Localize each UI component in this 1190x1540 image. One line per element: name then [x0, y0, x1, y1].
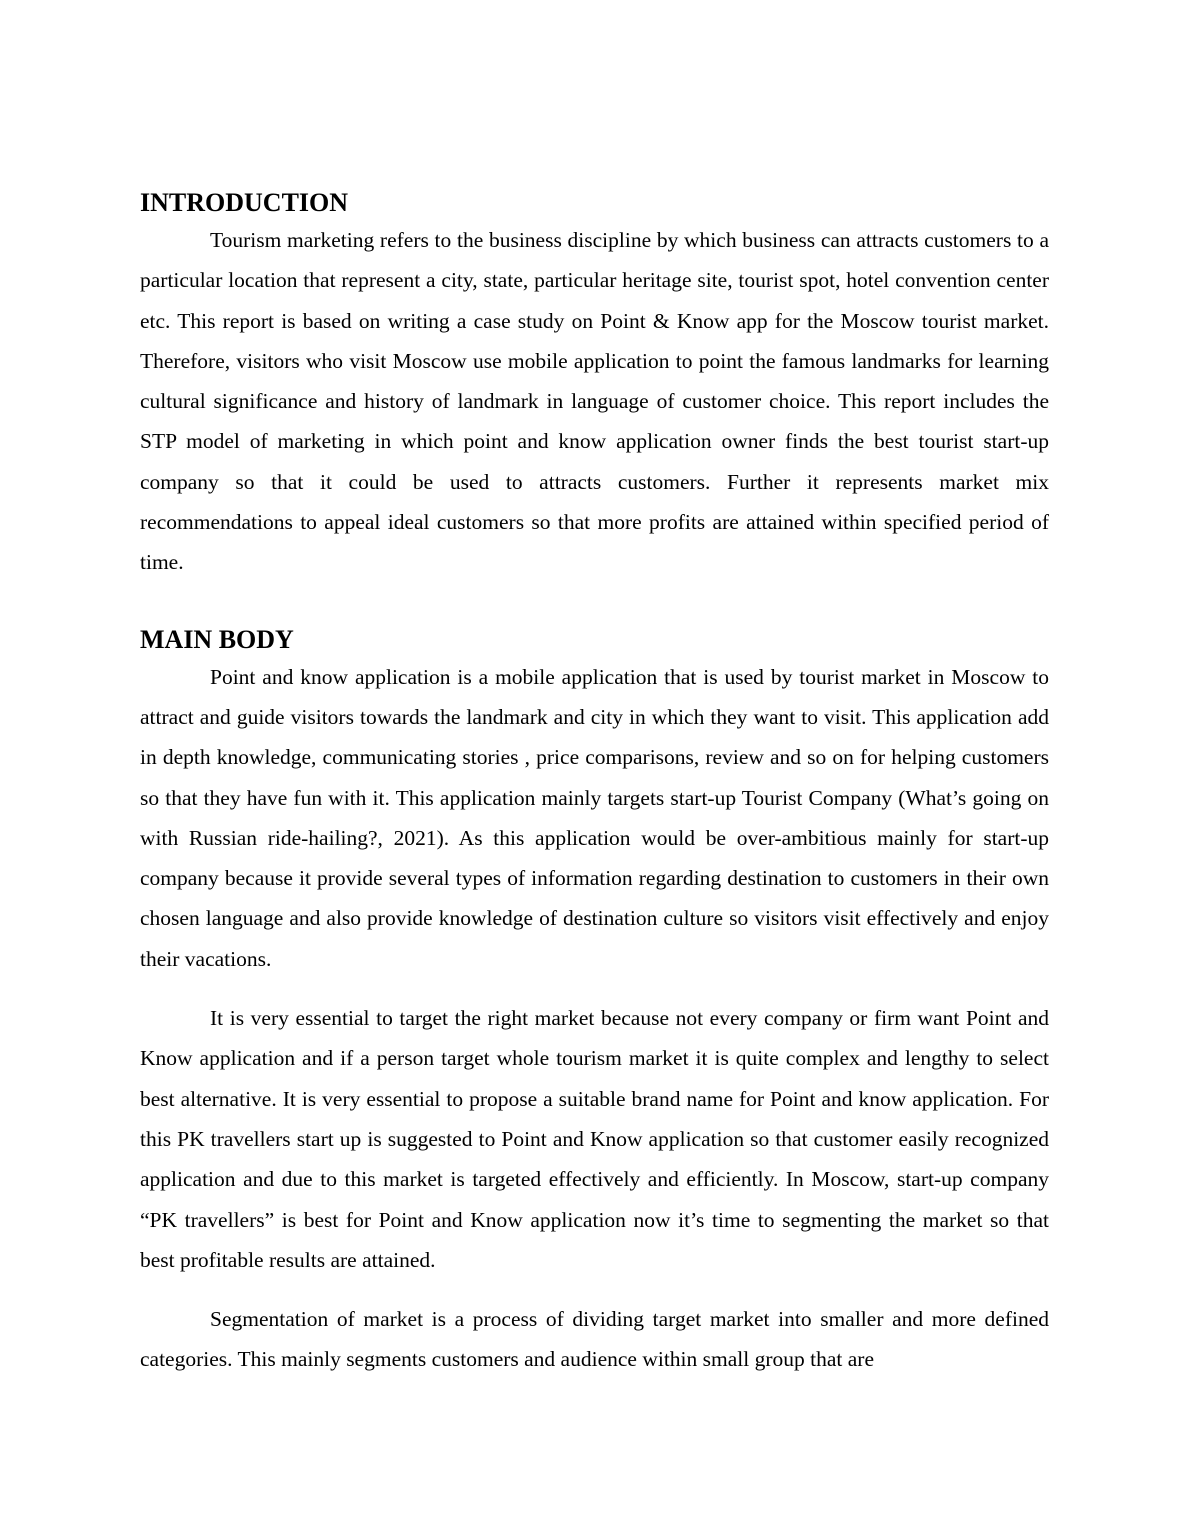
- introduction-paragraph: Tourism marketing refers to the business discipline by which business can attracts customers to a particular location that represent a city, state, particular heritage site, tourist spot, hotel convention center etc. This report is based on writing a case study on Point & Know app for the Moscow tourist market. Therefore, visitors who visit Moscow use mobile application to point the famous landmarks for learning cultural significance and history of landmark in language of customer choice. This report includes the STP model of marketing in which point and know application owner finds the best tourist start-up company so that it could be used to attracts customers. Further it represents market mix recommendations to appeal ideal customers so that more profits are attained within specified period of time.: [140, 228, 1049, 575]
- main-body-paragraph-1: Point and know application is a mobile application that is used by tourist market in Moscow to attract and guide visitors towards the landmark and city in which they want to visit. This application add in depth knowledge, communicating stories , price comparisons, review and so on for helping customers so that they have fun with it. This application mainly targets start-up Tourist Company (What’s going on with Russian ride-hailing?, 2021). As this application would be over-ambitious mainly for start-up company because it provide several types of information regarding destination to customers in their own chosen language and also provide knowledge of destination culture so visitors visit effectively and enjoy their vacations.: [140, 664, 1049, 971]
- main-body-section: [140, 623, 1049, 1380]
- document-page: [140, 186, 1049, 1380]
- introduction-heading: INTRODUCTION: [140, 188, 349, 217]
- main-body-heading: MAIN BODY: [140, 624, 294, 654]
- introduction-section: [140, 186, 1049, 583]
- main-body-paragraph-3: Segmentation of market is a process of dividing target market into smaller and more defined categories. This mainly segments customers and audience within small group that are: [140, 1307, 1049, 1372]
- main-body-paragraph-2: It is very essential to target the right market because not every company or firm want Point and Know application and if a person target whole tourism market it is quite complex and lengthy to select best alternative. It is very essential to propose a suitable brand name for Point and know application. For this PK travellers start up is suggested to Point and Know application so that customer easily recognized application and due to this market is targeted effectively and efficiently. In Moscow, start-up company “PK travellers” is best for Point and Know application now it’s time to segmenting the market so that best profitable results are attained.: [140, 1006, 1049, 1272]
